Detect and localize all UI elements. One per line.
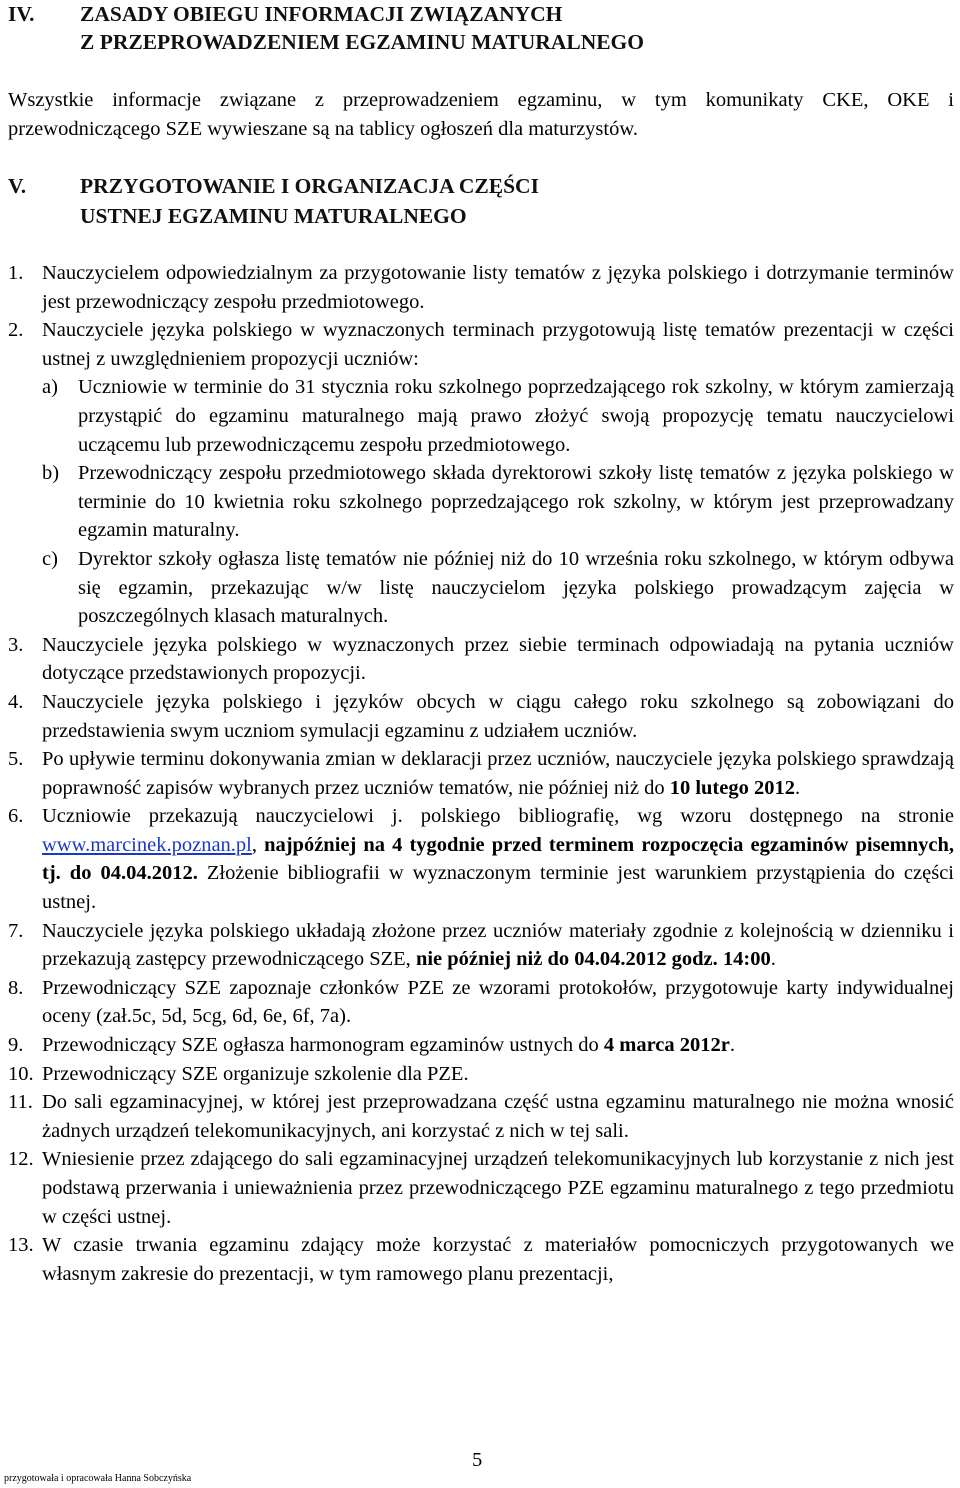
item-number: 5. [8, 748, 24, 771]
list-item [0, 802, 954, 916]
item-text: Nauczyciele języka polskiego w wyznaczonych terminach przygotowują listę tematów prezentacji w części ustnej z uwzględnieniem propozycji uczniów: [42, 319, 954, 370]
item-text: W czasie trwania egzaminu zdający może korzystać z materiałów pomocniczych przygotowanych we własnym zakresie do prezentacji, w tym ramowego planu prezentacji, [42, 1234, 954, 1285]
item-text: Przewodniczący SZE zapoznaje członków PZE ze wzorami protokołów, przygotowuje karty indywidualnej oceny (zał.5c, 5d, 5cg, 6d, 6e, 6f, 7a). [42, 976, 954, 1028]
list-item [0, 917, 954, 974]
item-text: Nauczyciele języka polskiego w wyznaczonych przez siebie terminach odpowiadają na pytania uczniów dotyczące przedstawionych propozycji. [42, 633, 954, 685]
sub-item-label: c) [42, 547, 58, 570]
item-text: Po upływie terminu dokonywania zmian w deklaracji przez uczniów, nauczyciele języka polskiego sprawdzają poprawność zapisów wybranych przez uczniów tematów, nie później niż do [42, 748, 954, 799]
item-number: 9. [8, 1034, 24, 1057]
item-bold-date: 10 lutego 2012 [669, 776, 795, 799]
sub-item-label: b) [42, 462, 60, 485]
section-v-title-line2: USTNEJ EGZAMINU MATURALNEGO [80, 204, 467, 228]
list-item [0, 316, 954, 631]
page-number: 5 [472, 1449, 483, 1471]
list-item [0, 1231, 954, 1288]
list-item [0, 688, 954, 745]
sub-item-text: Uczniowie w terminie do 31 stycznia roku szkolnego poprzedzającego rok szkolny, w którym zamierzają przystąpić do egzaminu maturalnego mają prawo złożyć swoją propozycję tematu nauczycielowi uczącemu lub przewodniczącemu zespołu przedmiotowego. [78, 376, 954, 456]
item-text-end: . [729, 1034, 736, 1057]
sub-item-text: Dyrektor szkoły ogłasza listę tematów nie później niż do 10 września roku szkolnego, w którym odbywa się egzamin, przekazując w/w listę nauczycielom języka polskiego prowadzącym zajęcia w poszczególnych klasach maturalnych. [78, 547, 954, 628]
item-text: , [251, 833, 265, 856]
item-text: Złożenie bibliografii w wyznaczonym terminie jest warunkiem przystąpienia do części ustnej. [42, 862, 954, 914]
item-text-end: . [770, 948, 776, 971]
section-iv-title-line1: ZASADY OBIEGU INFORMACJI ZWIĄZANYCH [80, 2, 563, 26]
section-v-title-line1: PRZYGOTOWANIE I ORGANIZACJA CZĘŚCI [80, 174, 539, 198]
item-number: 12. [8, 1148, 34, 1171]
sub-item-b [0, 459, 954, 545]
sub-item-label: a) [42, 376, 58, 399]
list-item [0, 631, 954, 688]
item-bold-date: 4 marca 2012r [603, 1034, 730, 1057]
sub-item-a [0, 373, 954, 459]
item-number: 13. [8, 1234, 34, 1257]
list-item [0, 1060, 954, 1089]
item-number: 10. [8, 1062, 34, 1085]
item-number: 2. [8, 319, 24, 342]
section-v-number: V. [8, 174, 27, 198]
item-text: Przewodniczący SZE organizuje szkolenie dla PZE. [42, 1062, 469, 1085]
item-text: Nauczyciele języka polskiego i języków obcych w ciągu całego roku szkolnego są zobowiązani do przedstawienia swym uczniom symulacji egzaminu z udziałem uczniów. [42, 690, 954, 742]
list-item [0, 1088, 954, 1145]
section-iv-title-line2: Z PRZEPROWADZENIEM EGZAMINU MATURALNEGO [80, 30, 645, 54]
item-text: Do sali egzaminacyjnej, w której jest przeprowadzana część ustna egzaminu maturalnego nie można wnosić żadnych urządzeń telekomunikacyjnych, ani korzystać z nich w tej sali. [42, 1091, 954, 1142]
sub-item-text: Przewodniczący zespołu przedmiotowego składa dyrektorowi szkoły listę tematów z języka polskiego w terminie do 10 kwietnia roku szkolnego poprzedzającego rok szkolny, w którym jest przeprowadzany egzamin maturalny. [78, 462, 954, 542]
item-text: Przewodniczący SZE ogłasza harmonogram egzaminów ustnych do [42, 1034, 604, 1057]
item-text: Nauczycielem odpowiedzialnym za przygotowanie listy tematów z języka polskiego i dotrzymanie terminów jest przewodniczący zespołu przedmiotowego. [42, 262, 954, 313]
item-number: 11. [8, 1091, 33, 1114]
item-bold-deadline: nie później niż do 04.04.2012 godz. 14:00 [415, 948, 771, 971]
item-text: Wniesienie przez zdającego do sali egzaminacyjnej urządzeń telekomunikacyjnych lub korzystanie z nich jest podstawą przerwania i unieważnienia przez przewodniczącego PZE egzaminu maturalnego z tego przedmiotu w części ustnej. [42, 1148, 954, 1228]
item-number: 6. [8, 805, 24, 828]
list-item [0, 259, 954, 316]
item-number: 7. [8, 919, 24, 942]
section-iv-number: IV. [8, 2, 35, 26]
item-number: 3. [8, 633, 24, 656]
footer-author-note: przygotowała i opracowała Hanna Sobczyńska [4, 1473, 192, 1484]
item-text-end: . [794, 776, 801, 799]
section-iv-paragraph: Wszystkie informacje związane z przeprowadzeniem egzaminu, w tym komunikaty CKE, OKE i przewodniczącego SZE wywieszane są na tablicy ogłoszeń dla maturzystów. [8, 89, 954, 140]
item-text: Uczniowie przekazują nauczycielowi j. polskiego bibliografię, wg wzoru dostępnego na stronie [42, 805, 954, 828]
website-link[interactable]: www.marcinek.poznan.pl [42, 833, 252, 856]
list-item [0, 1145, 954, 1231]
item-number: 1. [8, 262, 24, 284]
list-item [0, 745, 954, 802]
item-bold-deadline: najpóźniej na 4 tygodnie przed terminem rozpoczęcia egzaminów pisemnych, tj. do 04.04.2012. [42, 833, 954, 885]
list-item [0, 1031, 954, 1060]
rules-list [0, 259, 954, 1288]
list-item [0, 974, 954, 1031]
item-text: Nauczyciele języka polskiego układają złożone przez uczniów materiały zgodnie z kolejnością w dzienniku i przekazują zastępcy przewodniczącego SZE, [42, 919, 954, 971]
item-number: 8. [8, 976, 24, 999]
sub-item-c [0, 545, 954, 631]
item-number: 4. [8, 690, 24, 713]
